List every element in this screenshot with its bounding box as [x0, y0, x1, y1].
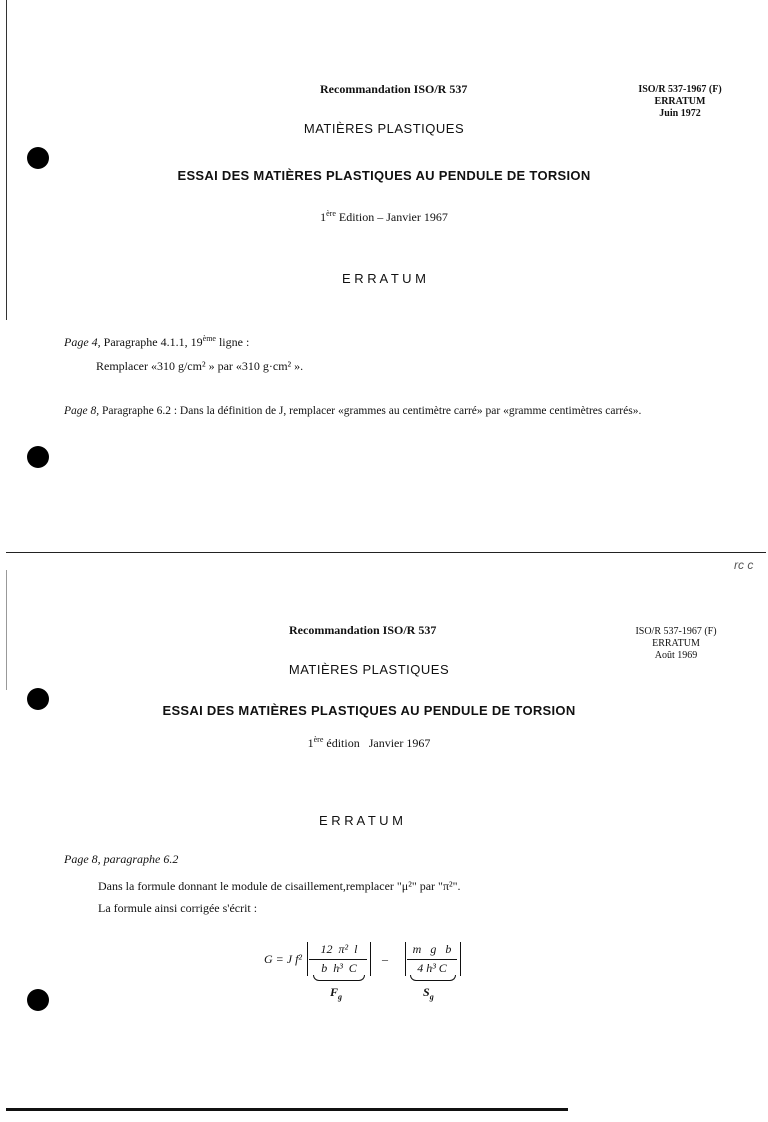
section-divider: [6, 552, 766, 553]
edition-num: 1: [320, 210, 327, 224]
doc-title: Recommandation ISO/R 537: [289, 623, 437, 637]
edition-num: 1: [307, 736, 314, 750]
line-ref: ligne :: [215, 335, 250, 349]
page-ref: Page 8,: [64, 405, 100, 417]
formula-correction-text: Dans la formule donnant le module de cisaillement,remplacer "μ²" par "π²".: [98, 879, 461, 893]
fg-fraction-bar: [309, 959, 367, 960]
fg-numerator: 12 π² l: [320, 942, 358, 956]
sg-letter: S: [423, 985, 430, 999]
bottom-rule: [6, 1108, 568, 1111]
edition-sup: ère: [313, 735, 324, 744]
subject: MATIÈRES PLASTIQUES: [303, 121, 465, 136]
ref-label: ERRATUM: [652, 638, 700, 649]
subject: MATIÈRES PLASTIQUES: [288, 662, 450, 677]
ordinal-sup: ème: [202, 334, 216, 343]
punch-hole: [27, 446, 49, 468]
edition-text: édition Janvier 1967: [323, 736, 431, 750]
handwritten-note: rc c: [734, 558, 754, 572]
edition-text: Edition – Janvier 1967: [335, 210, 448, 224]
ref-number: ISO/R 537-1967 (F): [635, 626, 717, 637]
sg-subscript: g: [429, 992, 434, 1002]
edition: [0, 209, 768, 225]
doc-reference: [620, 84, 740, 120]
fg-underbrace: [313, 975, 365, 981]
sg-fraction-bar: [407, 959, 457, 960]
heading: ESSAI DES MATIÈRES PLASTIQUES AU PENDULE DE TORSION: [162, 703, 576, 718]
erratum-title: E R R A T U M: [341, 271, 427, 286]
erratum-title: E R R A T U M: [318, 813, 404, 828]
ref-date: Juin 1972: [659, 108, 701, 119]
edition: [0, 735, 738, 751]
sg-denominator: 4 h³ C: [417, 961, 447, 975]
fg-denominator: b h³ C: [321, 961, 357, 975]
formula-intro-text: La formule ainsi corrigée s'écrit :: [98, 901, 258, 915]
section-ref: Page 8, paragraphe 6.2: [64, 852, 179, 866]
fg-subscript: g: [338, 992, 343, 1002]
heading: ESSAI DES MATIÈRES PLASTIQUES AU PENDULE DE TORSION: [177, 168, 591, 183]
fg-label: [330, 985, 342, 1001]
minus-sign: –: [382, 952, 388, 966]
formula-lhs: G = J f²: [264, 952, 303, 966]
correction-1-text: Remplacer «310 g/cm² » par «310 g·cm² ».: [96, 359, 304, 373]
page-ref: Page 4,: [64, 335, 101, 349]
sg-label: [423, 985, 434, 1001]
fg-letter: F: [330, 985, 339, 999]
edition-sup: ère: [326, 209, 336, 218]
punch-hole: [27, 989, 49, 1011]
sg-numerator: m g b: [412, 942, 452, 956]
correction-1: [64, 334, 249, 350]
ref-label: ERRATUM: [654, 96, 706, 107]
paragraph-ref: Paragraphe 4.1.1, 19: [100, 335, 203, 349]
doc-reference: [616, 626, 736, 662]
ref-number: ISO/R 537-1967 (F): [638, 84, 722, 95]
correction-2-text: Paragraphe 6.2 : Dans la définition de J, remplacer «grammes au centimètre carré» par «gramme centimètres carrés».: [99, 405, 642, 417]
ref-date: Août 1969: [654, 650, 698, 661]
doc-title: Recommandation ISO/R 537: [320, 82, 468, 96]
correction-2: [64, 405, 754, 417]
punch-hole: [27, 147, 49, 169]
sg-underbrace: [410, 975, 456, 981]
